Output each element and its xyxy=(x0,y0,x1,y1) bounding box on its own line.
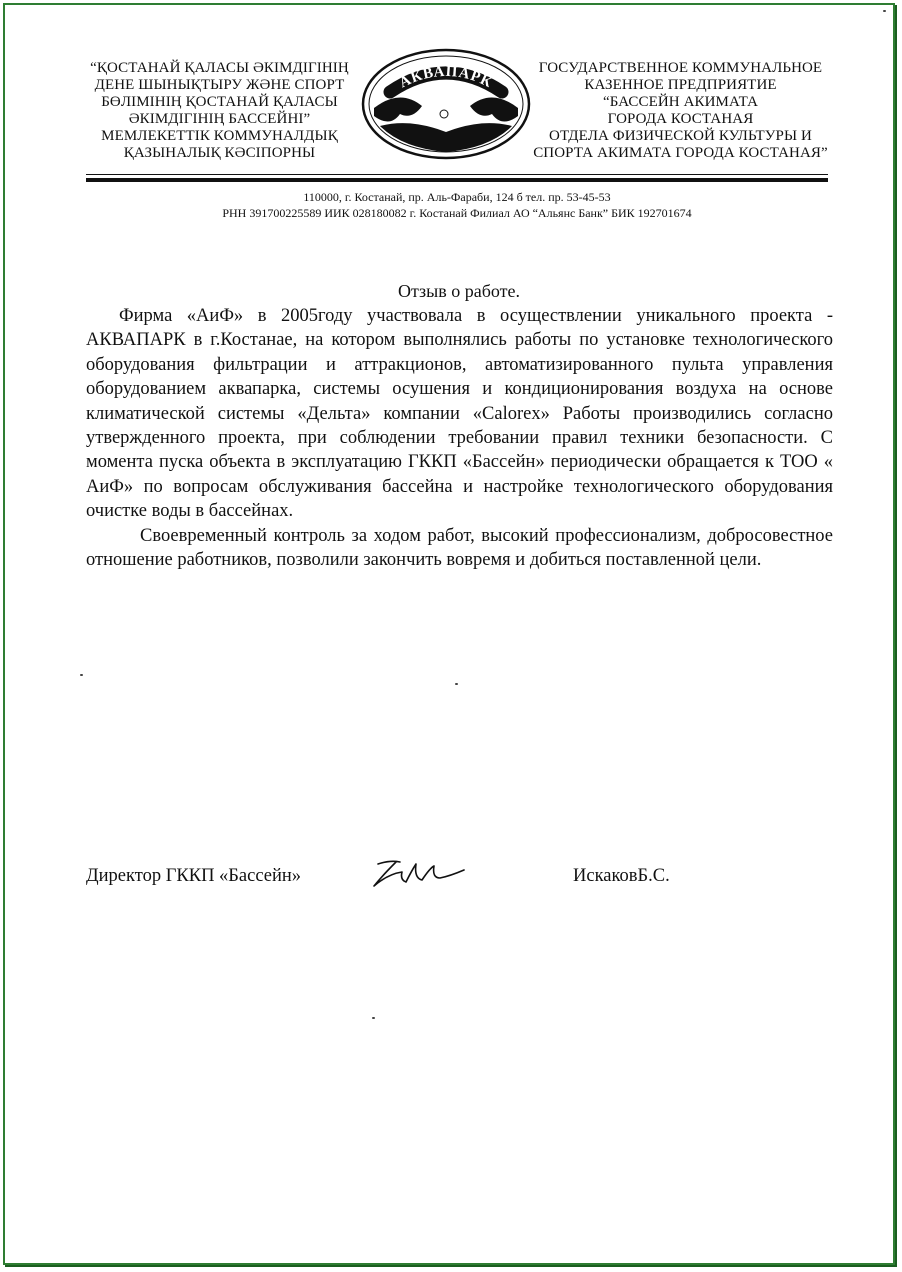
header-left-line: “ҚОСТАНАЙ ҚАЛАСЫ ӘКІМДІГІНІҢ xyxy=(90,60,349,76)
header-left-line: ҚАЗЫНАЛЫҚ КӘСІПОРНЫ xyxy=(123,145,316,161)
header-left-line: БӨЛІМІНІҢ ҚОСТАНАЙ ҚАЛАСЫ xyxy=(101,94,338,110)
letter-body xyxy=(86,304,833,572)
address-line: 110000, г. Костанай, пр. Аль-Фараби, 124 б тел. пр. 53-45-53 xyxy=(303,190,611,204)
signatory-position: Директор ГККП «Бассейн» xyxy=(86,866,302,886)
letter-paragraph: Своевременный контроль за ходом работ, высокий профессионализм, добросовестное отношение работников, позволили закончить вовремя и добиться поставленной цели. xyxy=(86,525,833,571)
handwritten-signature xyxy=(360,856,470,892)
header-right-org xyxy=(528,60,833,162)
header-right-line: ГОСУДАРСТВЕННОЕ КОММУНАЛЬНОЕ xyxy=(538,60,823,76)
letter-paragraph: Фирма «АиФ» в 2005году участвовала в осуществлении уникального проекта - АКВАПАРК в г.Костанае, на котором выполнялись работы по установке технологического оборудования фильтрации и аттракционов, автоматизированного пульта управления оборудованием аквапарка, системы осушения и кондиционирования воздуха на основе климатической системы «Дельта» компании «Calorex» Работы производились согласно утвержденного проекта, при соблюдении требовании правил техники безопасности. С момента пуска объекта в эксплуатацию ГККП «Бассейн» периодически обращается к ТОО « АиФ» по вопросам обслуживания бассейна и настройке технологического оборудования очистке воды в бассейнах. xyxy=(86,306,833,522)
header-right-line: ГОРОДА КОСТАНАЯ xyxy=(607,111,754,127)
logo-text-path: АКВАПАРК xyxy=(396,63,496,92)
header-divider-thick xyxy=(86,178,828,182)
header-divider-thin xyxy=(86,174,828,175)
header-right-line: “БАССЕЙН АКИМАТА xyxy=(602,94,759,110)
bank-details-line: РНН 391700225589 ИИК 028180082 г. Костанай Филиал АО “Альянс Банк” БИК 192701674 xyxy=(222,206,692,220)
header-right-line: КАЗЕННОЕ ПРЕДПРИЯТИЕ xyxy=(584,77,777,93)
header-left-line: ӘКІМДІГІНІҢ БАССЕЙНІ” xyxy=(128,111,311,127)
header-right-line: ОТДЕЛА ФИЗИЧЕСКОЙ КУЛЬТУРЫ И xyxy=(549,128,812,144)
header-right-line: СПОРТА АКИМАТА ГОРОДА КОСТАНАЯ” xyxy=(533,145,828,161)
scan-speck xyxy=(455,683,458,685)
scan-speck xyxy=(883,10,886,12)
aquapark-logo xyxy=(360,48,532,160)
signatory-name: ИскаковБ.С. xyxy=(573,866,670,886)
header-left-line: ДЕНЕ ШЫНЫҚТЫРУ ЖӘНЕ СПОРТ xyxy=(94,77,345,93)
header-left-org xyxy=(82,60,357,162)
scan-speck xyxy=(80,674,83,676)
header-left-line: МЕМЛЕКЕТТІК КОММУНАЛДЫҚ xyxy=(101,128,338,144)
scan-speck xyxy=(372,1017,375,1019)
letter-title: Отзыв о работе. xyxy=(397,281,521,301)
